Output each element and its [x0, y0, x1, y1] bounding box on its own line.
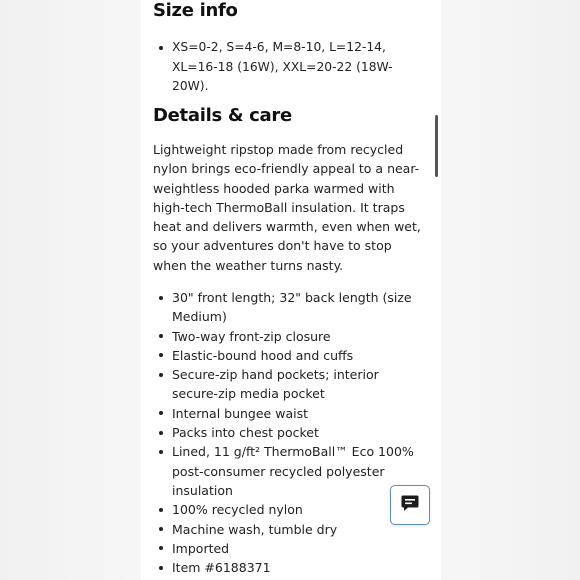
feature-item: 100% recycled nylon [153, 500, 428, 519]
chat-button[interactable] [390, 485, 430, 525]
feature-item: Packs into chest pocket [153, 423, 428, 442]
feature-item: Two-way front-zip closure [153, 327, 428, 346]
details-care-heading: Details & care [153, 105, 292, 126]
feature-item: Secure-zip hand pockets; interior secure-zip media pocket [153, 365, 428, 404]
size-info-item: XS=0-2, S=4-6, M=8-10, L=12-14, XL=16-18 (16W), XXL=20-22 (18W-20W). [153, 38, 428, 97]
scrollbar-thumb[interactable] [435, 115, 438, 177]
feature-item: Machine wash, tumble dry [153, 520, 428, 539]
background-left [0, 0, 141, 580]
features-list [153, 288, 428, 577]
feature-item: Imported [153, 539, 428, 558]
description-text: Lightweight ripstop made from recycled nylon brings eco-friendly appeal to a near-weightless hooded parka warmed with high-tech ThermoBall insulation. It traps heat and delivers warmth, even when wet, so your adventures don't have to stop when the weather turns nasty. [153, 142, 421, 273]
feature-item: Elastic-bound hood and cuffs [153, 346, 428, 365]
feature-item: Internal bungee waist [153, 404, 428, 423]
feature-item: 30" front length; 32" back length (size Medium) [153, 288, 428, 327]
size-info-list [153, 38, 428, 97]
feature-item: Item #6188371 [153, 558, 428, 577]
size-info-heading: Size info [153, 0, 238, 21]
background-right [441, 0, 580, 580]
chat-icon [400, 493, 420, 517]
feature-item: Lined, 11 g/ft² ThermoBall™ Eco 100% post-consumer recycled polyester insulation [153, 442, 428, 500]
details-description [153, 140, 428, 275]
